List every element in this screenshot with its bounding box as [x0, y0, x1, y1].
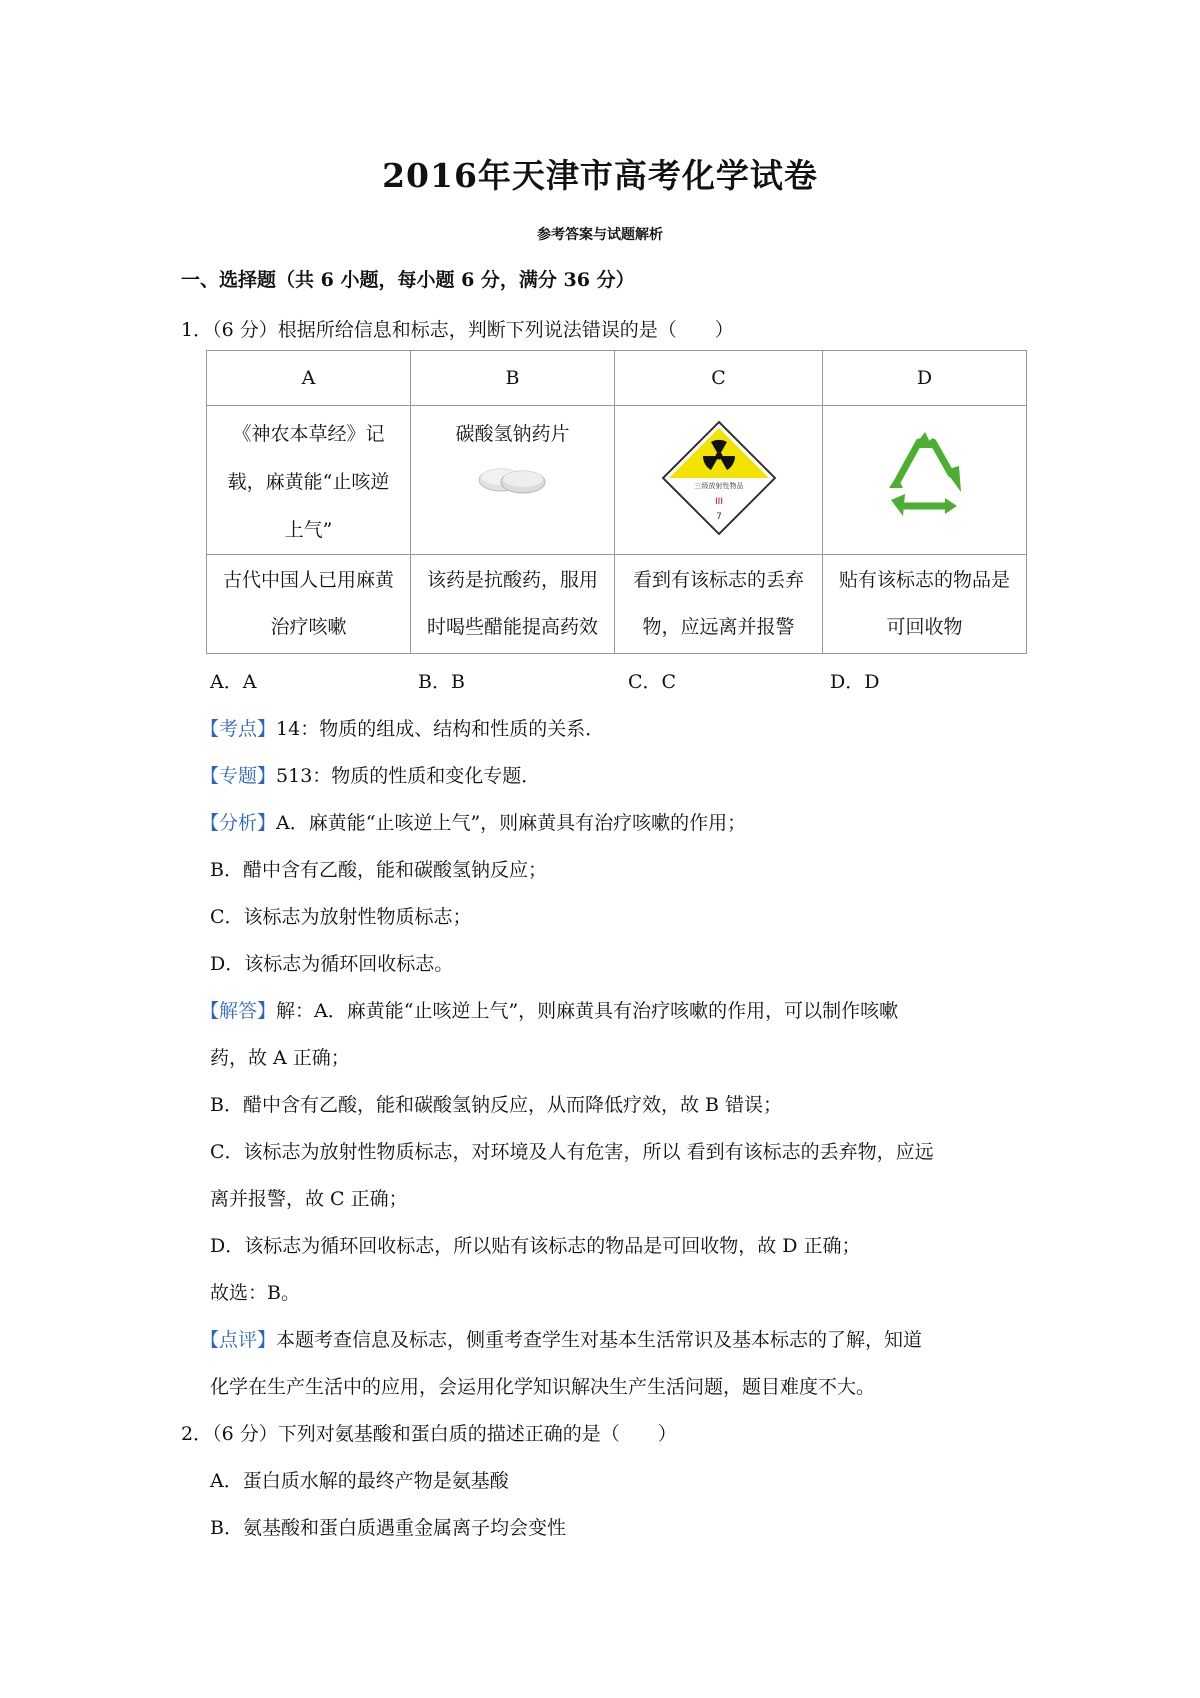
header-c: C	[615, 351, 823, 406]
sign-class-mark: III	[714, 497, 723, 507]
cell-a-line: 载，麻黄能“止咳逆	[227, 471, 390, 493]
q1-options	[210, 670, 879, 694]
option-d: D．D	[830, 671, 880, 693]
table-image-row	[207, 406, 1027, 555]
fenxi-text: A．麻黄能“止咳逆上气”，则麻黄具有治疗咳嗽的作用；	[276, 812, 747, 834]
kaodian-tag: 【考点】	[200, 718, 277, 740]
tablet-pills-icon	[473, 458, 553, 498]
zhuanti-text: 513：物质的性质和变化专题．	[276, 765, 541, 787]
dianping-tag: 【点评】	[200, 1329, 277, 1351]
q2-option-b: B．氨基酸和蛋白质遇重金属离子均会变性	[210, 1517, 566, 1539]
cell-a-line: 《神农本草经》记	[232, 423, 385, 445]
section-heading: 一、选择题（共 6 小题，每小题 6 分，满分 36 分）	[181, 269, 635, 291]
kaodian-text: 14：物质的组成、结构和性质的关系．	[276, 718, 605, 740]
statement-line: 治疗咳嗽	[270, 616, 347, 638]
dianping-line	[200, 1328, 922, 1352]
statement-line: 该药是抗酸药，服用	[426, 569, 598, 591]
cell-d-info	[823, 406, 1027, 555]
statement-line: 时喝些醋能提高药效	[426, 616, 598, 638]
fenxi-line: C．该标志为放射性物质标志；	[210, 906, 472, 928]
cell-a-info	[207, 406, 411, 555]
table-header-row	[207, 351, 1027, 406]
statement-d	[823, 555, 1027, 654]
radioactive-hazard-sign-icon	[659, 418, 779, 538]
option-b: B．B	[418, 671, 465, 693]
jieda-line: D．该标志为循环回收标志，所以贴有该标志的物品是可回收物，故 D 正确；	[210, 1235, 861, 1257]
statement-c	[615, 555, 823, 654]
zhuanti-line	[200, 764, 540, 788]
jieda-line: 故选：B。	[210, 1282, 300, 1304]
jieda-line: 离并报警，故 C 正确；	[210, 1188, 408, 1210]
sign-class-number: 7	[715, 512, 722, 522]
header-d: D	[823, 351, 1027, 406]
jieda-line: C．该标志为放射性物质标志，对环境及人有危害，所以 看到有该标志的丢弃物，应远	[210, 1141, 934, 1163]
statement-a	[207, 555, 411, 654]
cell-b-label: 碳酸氢钠药片	[455, 423, 570, 445]
fenxi-tag: 【分析】	[200, 812, 277, 834]
dianping-text: 本题考查信息及标志，侧重考查学生对基本生活常识及基本标志的了解，知道	[276, 1329, 923, 1351]
statement-line: 物，应远离并报警	[642, 616, 795, 638]
cell-b-info	[411, 406, 615, 555]
cell-c-info	[615, 406, 823, 555]
statement-line: 贴有该标志的物品是	[838, 569, 1010, 591]
table-statement-row	[207, 555, 1027, 654]
q1-stem: 1．（6 分）根据所给信息和标志，判断下列说法错误的是（ ）	[181, 319, 734, 341]
recycle-symbol-icon	[875, 426, 975, 526]
fenxi-line	[200, 811, 746, 835]
cell-a-line: 上气”	[284, 519, 333, 541]
fenxi-line: D．该标志为循环回收标志。	[210, 953, 454, 975]
jieda-line: 药，故 A 正确；	[210, 1047, 350, 1069]
statement-line: 古代中国人已用麻黄	[222, 569, 394, 591]
q2-stem: 2．（6 分）下列对氨基酸和蛋白质的描述正确的是（ ）	[181, 1423, 677, 1445]
header-a: A	[207, 351, 411, 406]
q1-table	[206, 350, 1027, 654]
page-subtitle: 参考答案与试题解析	[537, 227, 663, 243]
header-b: B	[411, 351, 615, 406]
jieda-tag: 【解答】	[200, 1000, 277, 1022]
sign-label: 三级放射性物品	[694, 482, 743, 490]
kaodian-line	[200, 717, 604, 741]
q2-option-a: A．蛋白质水解的最终产物是氨基酸	[210, 1470, 509, 1492]
statement-line: 看到有该标志的丢弃	[632, 569, 804, 591]
page-title: 2016年天津市高考化学试卷	[382, 156, 818, 195]
zhuanti-tag: 【专题】	[200, 765, 277, 787]
fenxi-line: B．醋中含有乙酸，能和碳酸氢钠反应；	[210, 859, 547, 881]
option-a: A．A	[210, 671, 257, 693]
statement-b	[411, 555, 615, 654]
statement-line: 可回收物	[886, 616, 963, 638]
jieda-line	[200, 999, 898, 1023]
option-c: C．C	[628, 671, 677, 693]
jieda-text: 解：A．麻黄能“止咳逆上气”，则麻黄具有治疗咳嗽的作用，可以制作咳嗽	[276, 1000, 899, 1022]
jieda-line: B．醋中含有乙酸，能和碳酸氢钠反应，从而降低疗效，故 B 错误；	[210, 1094, 783, 1116]
dianping-line: 化学在生产生活中的应用，会运用化学知识解决生产生活问题，题目难度不大。	[210, 1376, 876, 1398]
